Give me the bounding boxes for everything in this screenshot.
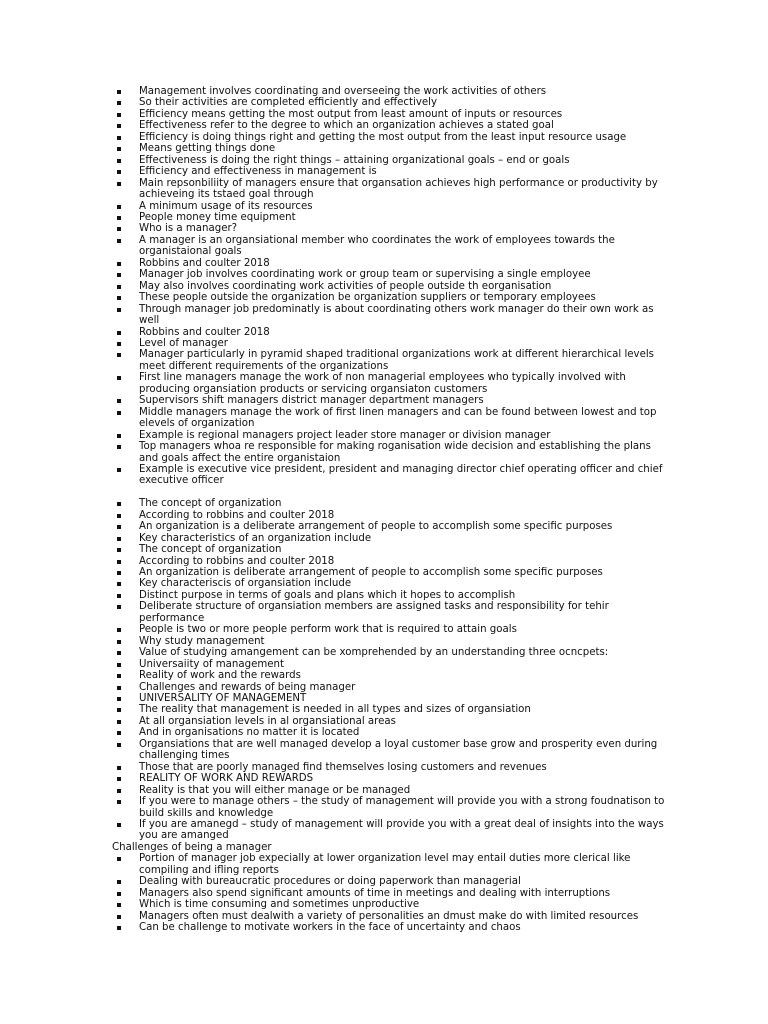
list-item-text: The concept of organization [139, 544, 282, 556]
list-item-text: Distinct purpose in terms of goals and plans which it hopes to accomplish [139, 589, 516, 601]
bullet-icon [117, 663, 121, 667]
bullet-icon [117, 800, 121, 804]
list-item [112, 498, 672, 509]
bullet-icon [117, 262, 121, 266]
list-item-text: UNIVERSALITY OF MANAGEMENT [139, 693, 307, 704]
bullet-icon [117, 766, 121, 770]
list-item-text: If you are amanegd – study of management will provide you with a great deal of insights into the ways you are amanged [139, 818, 664, 842]
list-item-text: Supervisors shift managers district manager department managers [139, 395, 484, 407]
bullet-icon [117, 136, 121, 140]
list-item-text: Means getting things done [139, 143, 276, 155]
bullet-icon [117, 434, 121, 438]
list-item-text: Effectiveness refer to the degree to which an organization achieves a stated goal [139, 120, 554, 132]
list-item-text: Managers often must dealwith a variety of personalities an dmust make do with limited resources [139, 910, 639, 922]
list-item [112, 212, 672, 223]
list-item [112, 143, 672, 154]
bullet-icon [117, 101, 121, 105]
bullet-icon [117, 296, 121, 300]
bullet-icon [117, 90, 121, 94]
list-item [112, 899, 672, 910]
list-item [112, 533, 672, 544]
list-item [112, 281, 672, 292]
list-item-text: If you were to manage others – the study of management will provide you with a strong foudnatison to build skills and knowledge [139, 796, 665, 819]
list-item [112, 430, 672, 441]
list-item-text: Effectiveness is doing the right things – attaining organizational goals – end or goals [139, 154, 570, 166]
list-item-text: Manager job involves coordinating work or group team or supervising a single employee [139, 269, 591, 281]
list-item [112, 578, 672, 589]
bullet-icon [117, 594, 121, 598]
list-item [112, 670, 672, 681]
list-item [112, 796, 672, 819]
bullet-icon [117, 880, 121, 884]
list-item [112, 682, 672, 693]
list-item-text: According to robbins and coulter 2018 [139, 555, 335, 567]
bullet-icon [117, 239, 121, 243]
list-item-text: So their activities are completed efficiently and effectively [139, 97, 437, 109]
bullet-icon [117, 353, 121, 357]
bullet-icon [117, 182, 121, 186]
list-item-text: First line managers manage the work of non managerial employees who typically involved with producing organsiation products or servicing organsiaton customers [139, 372, 626, 395]
bullet-icon [117, 273, 121, 277]
bullet-icon [117, 823, 121, 827]
bullet-icon [117, 915, 121, 919]
list-item [112, 395, 672, 406]
list-item-text: People is two or more people perform work that is required to attain goals [139, 624, 517, 636]
list-item-text: Those that are poorly managed find themselves losing customers and revenues [139, 761, 547, 773]
list-item [112, 659, 672, 670]
bullet-icon [117, 525, 121, 529]
list-item-text: People money time equipment [139, 211, 296, 223]
list-item-text: Efficiency and effectiveness in management is [139, 166, 377, 178]
bullet-icon [117, 159, 121, 163]
bullet-icon [117, 651, 121, 655]
list-item-text: Key characteriscis of organsiation include [139, 578, 352, 590]
list-item-text: Reality of work and the rewards [139, 670, 301, 682]
list-item [112, 304, 672, 327]
list-item [112, 292, 672, 303]
list-item-text: Which is time consuming and sometimes unproductive [139, 899, 420, 911]
bullet-list-management [112, 86, 672, 487]
list-item-text: Dealing with bureaucratic procedures or doing paperwork than managerial [139, 876, 521, 888]
bullet-icon [117, 548, 121, 552]
bullet-icon [117, 674, 121, 678]
bullet-icon [117, 170, 121, 174]
bullet-icon [117, 789, 121, 793]
list-item [112, 785, 672, 796]
list-item-text: Universaiity of management [139, 658, 285, 670]
list-item-text: A minimum usage of its resources [139, 200, 313, 212]
list-item [112, 911, 672, 922]
list-item [112, 636, 672, 647]
list-item [112, 567, 672, 578]
list-item [112, 338, 672, 349]
list-item-text: At all organsiation levels in al organsiational areas [139, 715, 396, 727]
list-item [112, 922, 672, 933]
bullet-icon [117, 376, 121, 380]
list-item [112, 120, 672, 131]
list-item [112, 544, 672, 555]
list-item-text: Example is regional managers project leader store manager or division manager [139, 429, 551, 441]
list-item [112, 372, 672, 395]
list-item-text: And in organisations no matter it is located [139, 727, 360, 739]
list-item-text: REALITY OF WORK AND REWARDS [139, 773, 314, 785]
list-item-text: A manager is an organsiational member who coordinates the work of employees towards the organistaional goals [139, 234, 615, 258]
list-item-text: The reality that management is needed in all types and sizes of organsiation [139, 704, 531, 716]
list-item-text: An organization is deliberate arrangement of people to accomplish some specific purposes [139, 567, 603, 579]
list-item [112, 166, 672, 177]
list-item-text: An organization is a deliberate arrangement of people to accomplish some specific purposes [139, 521, 613, 533]
list-item-text: Organsiations that are well managed develop a loyal customer base grow and prosperity even during challenging times [139, 738, 658, 762]
bullet-icon [117, 147, 121, 151]
bullet-icon [117, 605, 121, 609]
paragraph-gap [112, 487, 672, 498]
bullet-icon [117, 468, 121, 472]
bullet-icon [117, 342, 121, 346]
list-item [112, 819, 672, 842]
list-item-text: May also involves coordinating work activities of people outside th eorganisation [139, 280, 552, 292]
list-item-text: The concept of organization [139, 498, 282, 510]
bullet-icon [117, 113, 121, 117]
list-item [112, 773, 672, 784]
list-item-text: Who is a manager? [139, 223, 238, 235]
list-item-text: Managers also spend significant amounts of time in meetings and dealing with interruptions [139, 887, 611, 899]
list-item-text: Middle managers manage the work of first linen managers and can be found between lowest and top elevels of organization [139, 406, 657, 430]
bullet-icon [117, 205, 121, 209]
bullet-icon [117, 628, 121, 632]
bullet-icon [117, 124, 121, 128]
bullet-icon [117, 331, 121, 335]
list-item [112, 727, 672, 738]
list-item [112, 624, 672, 635]
list-item [112, 739, 672, 762]
list-item-text: According to robbins and coulter 2018 [139, 509, 335, 521]
list-item-text: Challenges and rewards of being manager [139, 681, 356, 693]
list-item-text: Robbins and coulter 2018 [139, 257, 270, 269]
list-item [112, 178, 672, 201]
bullet-icon [117, 399, 121, 403]
list-item-text: Value of studying amangement can be xomprehended by an understanding three ocncpets: [139, 647, 609, 659]
list-item [112, 590, 672, 601]
bullet-icon [117, 308, 121, 312]
list-item [112, 155, 672, 166]
bullet-icon [117, 537, 121, 541]
bullet-icon [117, 708, 121, 712]
list-item [112, 349, 672, 372]
list-item [112, 97, 672, 108]
list-item [112, 269, 672, 280]
bullet-list-challenges [112, 853, 672, 933]
bullet-icon [117, 285, 121, 289]
list-item [112, 556, 672, 567]
bullet-icon [117, 560, 121, 564]
list-item-text: Key characteristics of an organization include [139, 532, 372, 544]
list-item-text: Example is executive vice president, president and managing director chief operating officer and chief executive officer [139, 463, 663, 487]
section-heading-challenges: Challenges of being a manager [112, 841, 272, 853]
bullet-icon [117, 227, 121, 231]
list-item [112, 464, 672, 487]
list-item-text: Manager particularly in pyramid shaped traditional organizations work at different hierarchical levels meet different requirements of the organizations [139, 349, 654, 372]
bullet-icon [117, 445, 121, 449]
bullet-icon [117, 514, 121, 518]
list-item-text: Reality is that you will either manage or be managed [139, 784, 411, 796]
bullet-icon [117, 720, 121, 724]
bullet-icon [117, 502, 121, 506]
list-item [112, 510, 672, 521]
list-item [112, 201, 672, 212]
document-body [112, 86, 672, 934]
bullet-icon [117, 216, 121, 220]
list-item [112, 521, 672, 532]
bullet-icon [117, 903, 121, 907]
list-item [112, 258, 672, 269]
bullet-icon [117, 892, 121, 896]
list-item [112, 223, 672, 234]
list-item-text: Why study management [139, 635, 265, 647]
list-item [112, 704, 672, 715]
bullet-icon [117, 743, 121, 747]
list-item [112, 132, 672, 143]
list-item [112, 647, 672, 658]
list-item-text: Management involves coordinating and overseeing the work activities of others [139, 86, 547, 97]
bullet-icon [117, 926, 121, 930]
list-item [112, 235, 672, 258]
list-item-text: Robbins and coulter 2018 [139, 326, 270, 338]
bullet-icon [117, 582, 121, 586]
bullet-icon [117, 686, 121, 690]
list-item [112, 762, 672, 773]
bullet-icon [117, 411, 121, 415]
list-item [112, 888, 672, 899]
list-item-text: Top managers whoa re responsible for making roganisation wide decision and establishing the plans and goals affect the entire organistaion [139, 441, 651, 464]
list-item-text: Can be challenge to motivate workers in the face of uncertainty and chaos [139, 922, 521, 934]
list-item [112, 876, 672, 887]
list-item-text: Level of manager [139, 337, 228, 349]
list-item [112, 716, 672, 727]
list-item [112, 86, 672, 97]
list-item-text: Main repsonbiliity of managers ensure that organsation achieves high performance or productivity by achieveing its tstaed goal through [139, 177, 658, 201]
bullet-icon [117, 857, 121, 861]
list-item-text: These people outside the organization be organization suppliers or temporary employees [139, 292, 596, 304]
list-item [112, 407, 672, 430]
bullet-icon [117, 697, 121, 701]
bullet-icon [117, 571, 121, 575]
bullet-icon [117, 640, 121, 644]
list-item-text: Deliberate structure of organsiation members are assigned tasks and responsibility for tehir performance [139, 601, 609, 624]
list-item [112, 601, 672, 624]
list-item [112, 853, 672, 876]
bullet-icon [117, 731, 121, 735]
list-item [112, 109, 672, 120]
list-item [112, 327, 672, 338]
list-item-text: Efficiency means getting the most output from least amount of inputs or resources [139, 108, 563, 120]
list-item-text: Portion of manager job expecially at lower organization level may entail duties more clerical like compiling and ifling reports [139, 853, 631, 876]
list-item [112, 441, 672, 464]
list-item-text: Through manager job predominatly is about coordinating others work manager do their own work as well [139, 303, 654, 327]
list-item [112, 693, 672, 704]
bullet-icon [117, 777, 121, 781]
list-item-text: Efficiency is doing things right and getting the most output from the least input resource usage [139, 131, 627, 143]
bullet-list-organization [112, 498, 672, 842]
